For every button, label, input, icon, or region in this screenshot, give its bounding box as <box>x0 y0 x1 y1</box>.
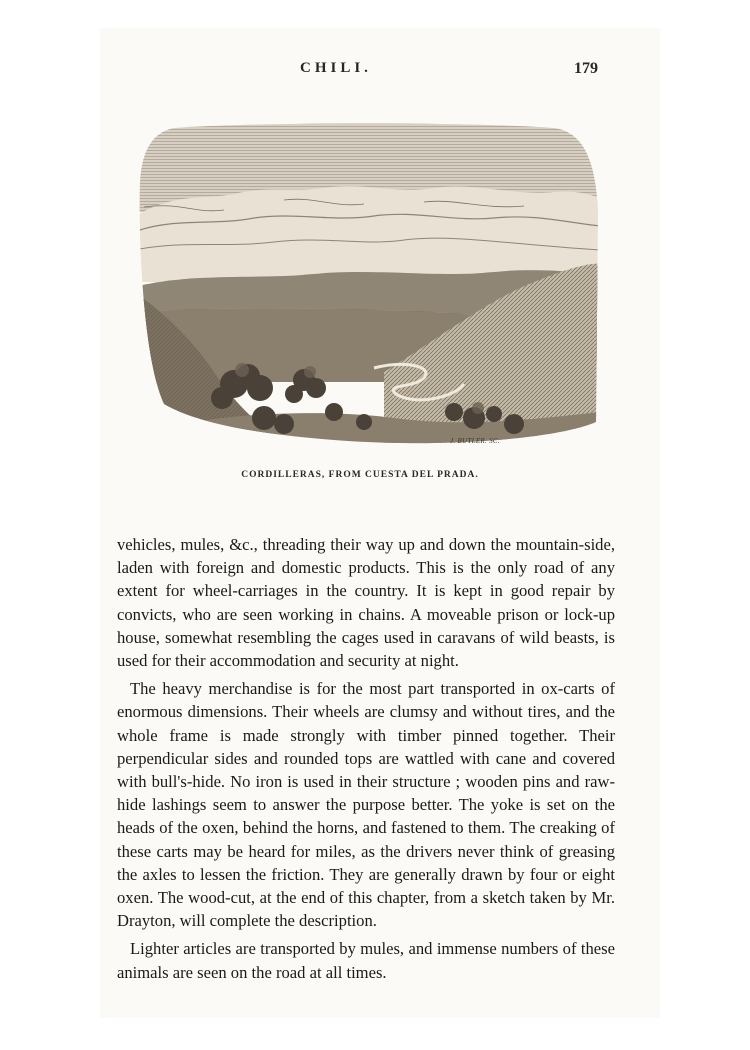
figure-caption: CORDILLERAS, FROM CUESTA DEL PRADA. <box>241 470 479 480</box>
engraving-illustration <box>134 122 600 454</box>
body-text <box>117 533 615 984</box>
engraver-signature: J. BUTLER. SC. <box>450 437 500 445</box>
paragraph: Lighter articles are transported by mules, and immense numbers of these animals are seen on the road at all times. <box>117 939 615 982</box>
paragraph: The heavy merchandise is for the most part transported in ox-carts of enormous dimensions. Their wheels are clumsy and without tires, and the whole frame is made strongly with timber pinned together. Their perpendicular sides and rounded tops are wattled with cane and covered with bull's-hide. No iron is used in their structure ; wooden pins and raw-hide lashings seem to answer the purpose better. The yoke is set on the heads of the oxen, behind the horns, and fastened to them. The creaking of these carts may be heard for miles, as the drivers never think of greasing the axles to lessen the friction. They are generally drawn by four or eight oxen. The wood-cut, at the end of this chapter, from a sketch taken by Mr. Drayton, will complete the description. <box>117 679 615 931</box>
running-header-title: CHILI. <box>300 60 372 76</box>
page-number: 179 <box>574 60 598 77</box>
paragraph: vehicles, mules, &c., threading their way up and down the mountain-side, laden with foreign and domestic products. This is the only road of any extent for wheel-carriages in the country. It is kept in good repair by convicts, who are seen working in chains. A moveable prison or lock-up house, somewhat resembling the cages used in caravans of wild beasts, is used for their accommodation and security at night. <box>117 535 615 671</box>
